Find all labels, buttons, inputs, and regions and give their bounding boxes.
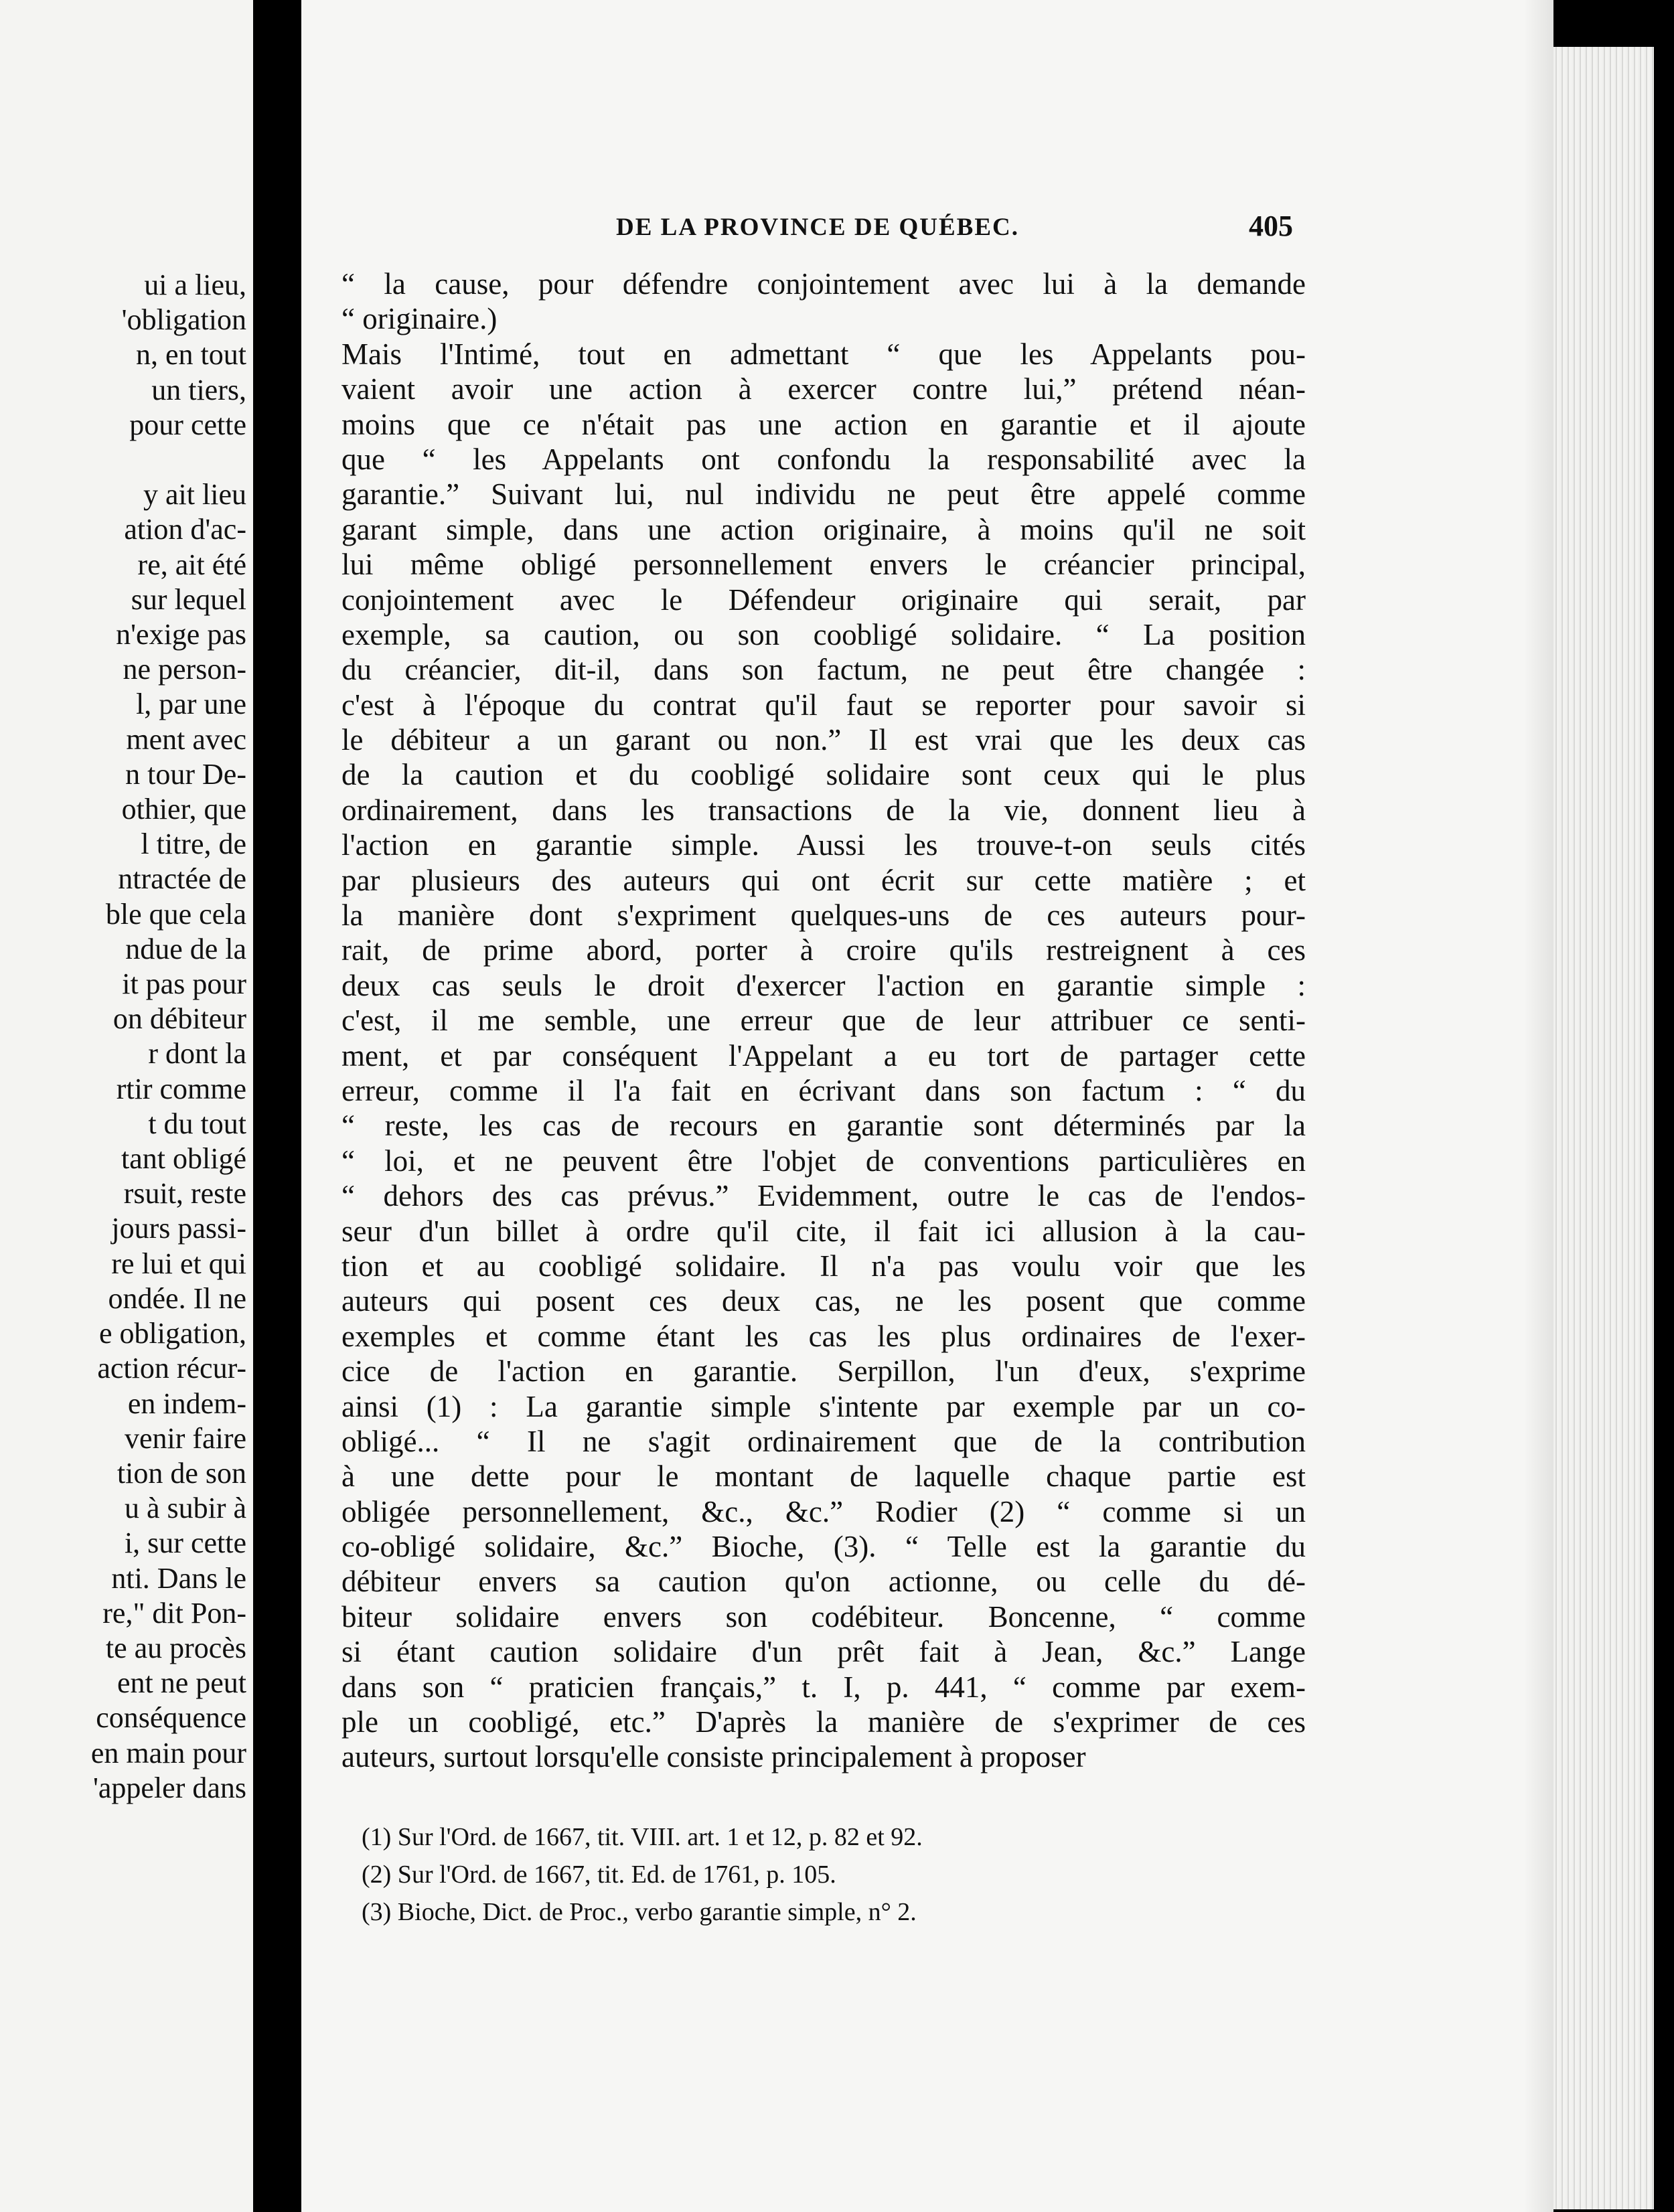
left-page-line: sur lequel — [131, 582, 246, 616]
text-line: ordinairement, dans les transactions de la vie, donnent lieu à — [341, 793, 1306, 827]
text-line: de la caution et du coobligé solidaire sont ceux qui le plus — [341, 758, 1306, 792]
text-line: biteur solidaire envers son codébiteur. Boncenne, “ comme — [341, 1599, 1306, 1634]
text-line: obligée personnellement, &c., &c.” Rodier (2) “ comme si un — [341, 1494, 1306, 1528]
left-page-line: u à subir à — [124, 1492, 246, 1525]
text-line: rait, de prime abord, porter à croire qu'ils restreignent à ces — [341, 933, 1306, 967]
text-line: “ originaire.) — [341, 302, 498, 336]
text-line: c'est, il me semble, une erreur que de leur attribuer ce senti- — [341, 1004, 1306, 1038]
text-line: “ dehors des cas prévus.” Evidemment, outre le cas de l'endos- — [341, 1179, 1306, 1213]
left-page-line: ntractée de — [118, 862, 246, 896]
text-line: moins que ce n'était pas une action en garantie et il ajoute — [341, 407, 1306, 441]
left-page-line: tant obligé — [121, 1142, 246, 1176]
page-shadow — [1523, 0, 1553, 2212]
left-page-line: n, en tout — [136, 338, 246, 372]
left-page-line: ment avec — [126, 722, 246, 756]
text-line: deux cas seuls le droit d'exercer l'action en garantie simple : — [341, 968, 1306, 1002]
left-page-line: ondée. Il ne — [108, 1281, 246, 1315]
text-line: cice de l'action en garantie. Serpillon, l'un d'eux, s'exprime — [341, 1354, 1306, 1389]
footnote: (1) Sur l'Ord. de 1667, tit. VIII. art. 1 et 12, p. 82 et 92. — [362, 1823, 923, 1851]
text-line: à une dette pour le montant de laquelle chaque partie est — [341, 1459, 1306, 1494]
left-page-line: t du tout — [148, 1107, 246, 1140]
left-page-line: re, ait été — [137, 548, 246, 581]
text-line: le débiteur a un garant ou non.” Il est vrai que les deux cas — [341, 723, 1306, 757]
text-line: garantie.” Suivant lui, nul individu ne peut être appelé comme — [341, 477, 1306, 511]
left-page-line: othier, que — [121, 793, 246, 826]
footnote: (2) Sur l'Ord. de 1667, tit. Ed. de 1761, p. 105. — [362, 1861, 836, 1889]
left-page-line: tion de son — [117, 1456, 246, 1490]
left-page-line: nti. Dans le — [111, 1561, 246, 1595]
text-line: dans son “ praticien français,” t. I, p. 441, “ comme par exem- — [341, 1670, 1306, 1704]
left-page-line: te au procès — [105, 1631, 246, 1664]
footnote: (3) Bioche, Dict. de Proc., verbo garantie simple, n° 2. — [362, 1898, 917, 1926]
left-page-line: action récur- — [97, 1352, 246, 1385]
text-line: auteurs, surtout lorsqu'elle consiste principalement à proposer — [341, 1740, 1086, 1774]
left-page-line: en indem- — [127, 1387, 246, 1420]
text-line: l'action en garantie simple. Aussi les trouve-t-on seuls cités — [341, 828, 1306, 862]
left-page-line: ent ne peut — [117, 1666, 246, 1700]
left-page-line: e obligation, — [99, 1317, 246, 1350]
left-page-line: re," dit Pon- — [102, 1596, 246, 1630]
left-page-line: l titre, de — [141, 827, 246, 861]
text-line: ple un coobligé, etc.” D'après la manière de s'exprimer de ces — [341, 1705, 1306, 1739]
text-line: “ reste, les cas de recours en garantie sont déterminés par la — [341, 1109, 1306, 1143]
footnotes — [362, 1818, 1299, 1931]
text-line: la manière dont s'expriment quelques-uns de ces auteurs pour- — [341, 898, 1306, 933]
text-line: exemples et comme étant les cas les plus ordinaires de l'exer- — [341, 1319, 1306, 1353]
left-page-line: venir faire — [125, 1421, 246, 1455]
text-line: c'est à l'époque du contrat qu'il faut se reporter pour savoir si — [341, 688, 1306, 722]
left-page-text — [91, 268, 246, 1806]
text-line: erreur, comme il l'a fait en écrivant dans son factum : “ du — [341, 1073, 1306, 1107]
left-page-line: n tour De- — [125, 757, 246, 791]
left-page-line: y ait lieu — [143, 478, 246, 511]
text-line: garant simple, dans une action originaire, à moins qu'il ne soit — [341, 512, 1306, 546]
text-line: exemple, sa caution, ou son coobligé solidaire. “ La position — [341, 617, 1306, 651]
left-page-line: re lui et qui — [111, 1247, 246, 1280]
left-page-line: on débiteur — [112, 1002, 246, 1036]
text-line: par plusieurs des auteurs qui ont écrit sur cette matière ; et — [341, 863, 1306, 897]
text-line: “ loi, et ne peuvent être l'objet de conventions particulières en — [341, 1143, 1306, 1178]
left-page-line: i, sur cette — [124, 1526, 246, 1560]
text-line: ment, et par conséquent l'Appelant a eu tort de partager cette — [341, 1038, 1306, 1073]
left-page-line: ndue de la — [125, 932, 246, 965]
left-page-line: l, par une — [136, 688, 246, 721]
text-line: auteurs qui posent ces deux cas, ne les posent que comme — [341, 1284, 1306, 1318]
page-edge-stack — [1553, 47, 1654, 2209]
text-line: obligé... “ Il ne s'agit ordinairement que de la contribution — [341, 1424, 1306, 1458]
text-line: Mais l'Intimé, tout en admettant “ que les Appelants pou- — [341, 337, 1306, 371]
page-header — [315, 210, 1319, 253]
left-page-line: un tiers, — [151, 373, 246, 406]
running-title: DE LA PROVINCE DE QUÉBEC. — [616, 214, 1020, 241]
left-page-line: rsuit, reste — [123, 1177, 246, 1210]
text-line: “ la cause, pour défendre conjointement avec lui à la demande — [341, 267, 1306, 301]
left-page-line: en main pour — [90, 1736, 246, 1769]
text-line: si étant caution solidaire d'un prêt fait à Jean, &c.” Lange — [341, 1635, 1306, 1669]
left-page-line: pour cette — [129, 408, 246, 441]
text-line: lui même obligé personnellement envers le créancier principal, — [341, 548, 1306, 582]
left-page-line: 'obligation — [121, 303, 246, 337]
left-page-line: 'appeler dans — [92, 1771, 246, 1804]
left-page-line: ne person- — [123, 653, 246, 686]
left-page-line: ation d'ac- — [124, 513, 246, 546]
left-page-line: ble que cela — [105, 897, 246, 931]
page-number: 405 — [1249, 210, 1293, 242]
text-line: ainsi (1) : La garantie simple s'intente par exemple par un co- — [341, 1389, 1306, 1423]
left-page-line — [91, 443, 246, 477]
left-page-line: n'exige pas — [116, 618, 246, 651]
left-page-line: it pas pour — [122, 967, 246, 1001]
body-text — [341, 266, 1306, 1775]
text-line: co-obligé solidaire, &c.” Bioche, (3). “ Telle est la garantie du — [341, 1530, 1306, 1564]
left-page-line: ui a lieu, — [144, 268, 246, 301]
text-line: vaient avoir une action à exercer contre lui,” prétend néan- — [341, 372, 1306, 406]
left-page-line: rtir comme — [116, 1072, 246, 1105]
text-line: seur d'un billet à ordre qu'il cite, il fait ici allusion à la cau- — [341, 1214, 1306, 1248]
text-line: débiteur envers sa caution qu'on actionne, ou celle du dé- — [341, 1565, 1306, 1599]
text-line: conjointement avec le Défendeur originaire qui serait, par — [341, 582, 1306, 617]
left-page-line: conséquence — [96, 1701, 246, 1735]
text-line: du créancier, dit-il, dans son factum, ne peut être changée : — [341, 653, 1306, 687]
text-line: tion et au coobligé solidaire. Il n'a pas voulu voir que les — [341, 1249, 1306, 1283]
left-facing-page — [0, 0, 253, 2212]
left-page-line: jours passi- — [111, 1212, 246, 1245]
book-gutter — [253, 0, 301, 2212]
left-page-line: r dont la — [148, 1037, 246, 1071]
text-line: que “ les Appelants ont confondu la responsabilité avec la — [341, 442, 1306, 476]
